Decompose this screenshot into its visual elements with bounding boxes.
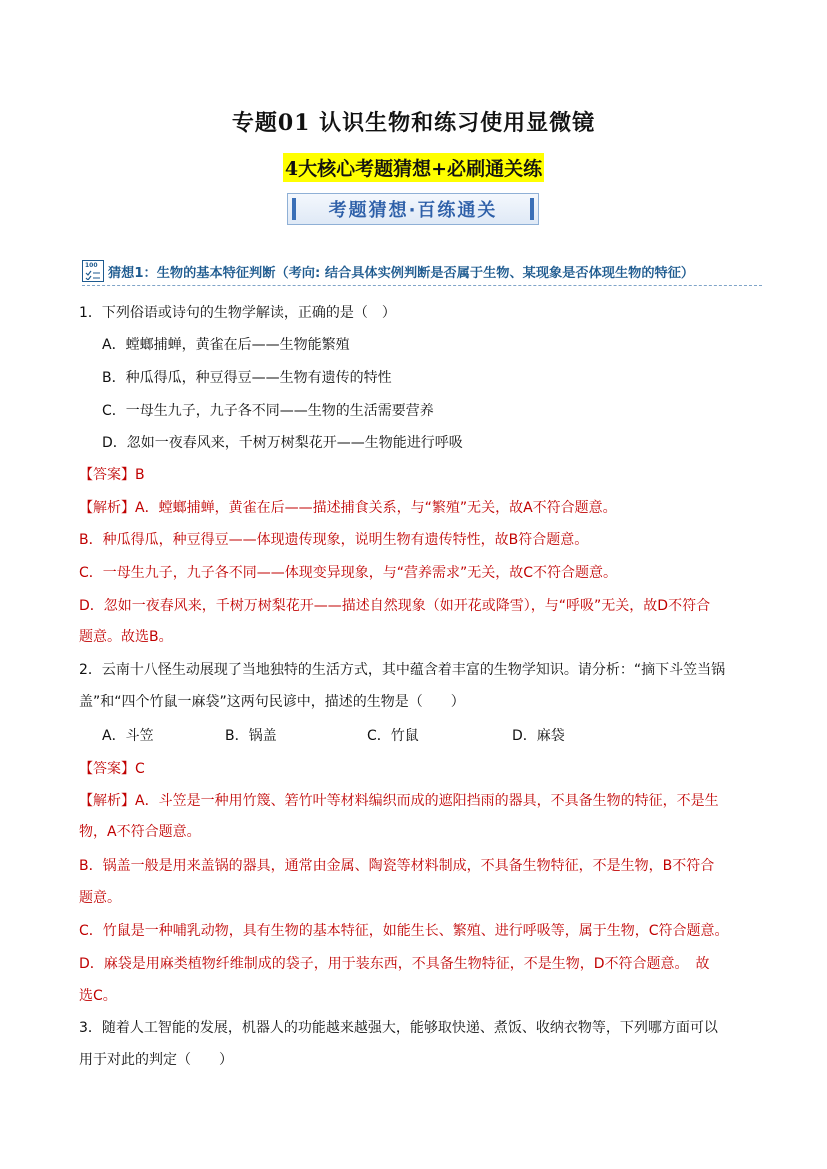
score-icon	[82, 260, 104, 282]
guess-divider	[82, 285, 762, 286]
q1-analysis-line: 【解析】A．螳螂捕蝉，黄雀在后——描述捕食关系，与“繁殖”无关，故A不符合题意。	[79, 500, 617, 516]
q2-answer: 【答案】C	[79, 761, 145, 777]
q1-option-b: B．种瓜得瓜，种豆得豆——生物有遗传的特性	[102, 370, 392, 386]
q2-option-c: C．竹鼠	[367, 728, 419, 744]
banner	[287, 193, 539, 225]
banner-bar-left	[292, 198, 296, 220]
q2-analysis-line: 题意。	[79, 890, 121, 906]
q1-answer: 【答案】B	[79, 467, 145, 483]
q2-option-a: A．斗笠	[102, 728, 154, 744]
page-title: 专题01 认识生物和练习使用显微镜	[231, 110, 596, 136]
banner-bar-right	[530, 198, 534, 220]
q2-analysis-line: B．锅盖一般是用来盖锅的器具，通常由金属、陶瓷等材料制成，不具备生物特征，不是生物，B不符合	[79, 858, 715, 874]
subtitle-highlight: 4大核心考题猜想+必刷通关练	[283, 153, 544, 182]
guess-heading	[82, 258, 762, 284]
q1-analysis-line: 题意。故选B。	[79, 629, 173, 645]
q3-stem-line: 3．随着人工智能的发展，机器人的功能越来越强大，能够取快递、煮饭、收纳衣物等，下列哪方面可以	[79, 1020, 718, 1036]
q1-option-c: C．一母生九子，九子各不同——生物的生活需要营养	[102, 403, 434, 419]
q2-analysis-line: C．竹鼠是一种哺乳动物，具有生物的基本特征，如能生长、繁殖、进行呼吸等，属于生物，C符合题意。	[79, 923, 729, 939]
score-icon-text: 100	[85, 262, 98, 269]
q2-option-d: D．麻袋	[512, 728, 565, 744]
q1-option-a: A．螳螂捕蝉，黄雀在后——生物能繁殖	[102, 337, 350, 353]
q1-analysis-line: C．一母生九子，九子各不同——体现变异现象，与“营养需求”无关，故C不符合题意。	[79, 565, 618, 581]
check-lines-icon	[83, 261, 102, 280]
subtitle-row	[0, 153, 827, 182]
guess-label: 猜想1：生物的基本特征判断（考向: 结合具体实例判断是否属于生物、某现象是否体现生物的特征）	[108, 265, 695, 281]
q2-analysis-line: 选C。	[79, 988, 117, 1004]
q2-analysis-line: D．麻袋是用麻类植物纤维制成的袋子，用于装东西，不具备生物特征，不是生物，D不符合题意。 故	[79, 956, 710, 972]
q1-analysis-line: B．种瓜得瓜，种豆得豆——体现遗传现象，说明生物有遗传特性，故B符合题意。	[79, 532, 589, 548]
q2-option-b: B．锅盖	[225, 728, 277, 744]
q2-stem-line: 盖”和“四个竹鼠一麻袋”这两句民谚中，描述的生物是（ ）	[79, 694, 465, 710]
q1-stem: 1．下列俗语或诗句的生物学解读，正确的是（ ）	[79, 305, 396, 321]
banner-text: 考题猜想·百练通关	[328, 200, 498, 221]
q2-stem-line: 2．云南十八怪生动展现了当地独特的生活方式，其中蕴含着丰富的生物学知识。请分析：“摘下斗笠当锅	[79, 662, 726, 678]
q1-option-d: D．忽如一夜春风来，千树万树梨花开——生物能进行呼吸	[102, 435, 463, 451]
q1-analysis-line: D．忽如一夜春风来，千树万树梨花开——描述自然现象（如开花或降雪），与“呼吸”无关，故D不符合	[79, 598, 711, 614]
q2-analysis-line: 【解析】A．斗笠是一种用竹篾、箬竹叶等材料编织而成的遮阳挡雨的器具，不具备生物的特征，不是生	[79, 793, 719, 809]
q2-analysis-line: 物，A不符合题意。	[79, 824, 201, 840]
q3-stem-line: 用于对此的判定（ ）	[79, 1052, 233, 1068]
